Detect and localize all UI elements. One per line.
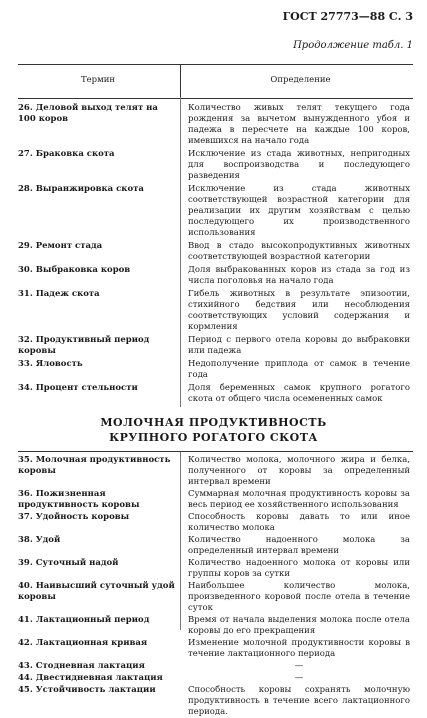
definition-text: Исключение из стада животных соответствующей возрастной категории для реализации их другим хозяйствам с целью последующего их производственного использования — [188, 184, 410, 238]
table-continuation-note: Продолжение табл. 1 — [293, 40, 413, 51]
definition-text: Количество надоенного молока от коровы или группы коров за сутки — [188, 558, 410, 579]
term-text: 28. Выранжировка скота — [18, 184, 144, 194]
definition-text: Доля беременных самок крупного рогатого скота от общего числа осемененных самок — [188, 383, 410, 404]
section-title: МОЛОЧНАЯ ПРОДУКТИВНОСТЬ КРУПНОГО РОГАТОГО СКОТА — [100, 416, 327, 444]
column-header-definition: Определение — [270, 75, 331, 85]
table-header — [18, 64, 413, 99]
column-header-term: Термин — [80, 75, 116, 85]
definition-text: Недополучение приплода от самок в течение года — [188, 359, 410, 380]
term-text: 37. Удойность коровы — [18, 512, 130, 522]
term-text: 40. Наивысший суточный удой коровы — [18, 581, 175, 602]
term-text: 42. Лактационная кривая — [18, 638, 148, 648]
definition-text: Способность коровы давать то или иное количество молока — [188, 512, 410, 533]
definition-text: Время от начала выделения молока после отела коровы до его прекращения — [188, 615, 410, 636]
term-text: 33. Яловость — [18, 359, 83, 369]
term-text: 30. Выбраковка коров — [18, 265, 131, 275]
term-text: 43. Стодневная лактация — [18, 661, 145, 671]
definition-text: — — [294, 661, 304, 671]
term-text: 35. Молочная продуктивность коровы — [18, 455, 171, 476]
column-divider — [180, 452, 181, 630]
standard-number: ГОСТ 27773—88 С. 3 — [282, 10, 413, 23]
definition-text: Изменение молочной продуктивности коровы в течение лактационного периода — [188, 638, 410, 659]
column-divider — [180, 65, 181, 98]
term-text: 44. Двестидневная лактация — [18, 673, 163, 683]
section-rule — [18, 451, 413, 452]
term-text: 32. Продуктивный период коровы — [18, 335, 150, 356]
term-text: 41. Лактационный период — [18, 615, 150, 625]
term-text: 27. Браковка скота — [18, 149, 115, 159]
term-text: 45. Устойчивость лактации — [18, 685, 156, 695]
term-text: 31. Падеж скота — [18, 289, 100, 299]
definition-text: Количество надоенного молока за определенный интервал времени — [188, 535, 410, 556]
term-text: 26. Деловой выход телят на 100 коров — [18, 103, 158, 124]
definition-text: Ввод в стадо высокопродуктивных животных соответствующей возрастной категории — [188, 241, 410, 262]
term-text: 36. Пожизненная продуктивность коровы — [18, 489, 140, 510]
definition-text: — — [294, 673, 304, 683]
definition-text: Период с первого отела коровы до выбраковки или падежа — [188, 335, 410, 356]
term-text: 29. Ремонт стада — [18, 241, 103, 251]
definition-text: Количество живых телят текущего года рождения за вычетом вынужденного убоя и падежа в пересчете на каждые 100 коров, имевшихся на начало года — [188, 103, 410, 146]
term-text: 39. Суточный надой — [18, 558, 119, 568]
definition-text: Способность коровы сохранять молочную продуктивность в течение всего лактационного периода. — [188, 685, 410, 717]
definition-text: Суммарная молочная продуктивность коровы за весь период ее хозяйственного использования — [188, 489, 410, 510]
term-text: 34. Процент стельности — [18, 383, 138, 393]
definition-text: Доля выбракованных коров из стада за год из числа поголовья на начало года — [188, 265, 410, 286]
definition-text: Наибольшее количество молока, произведенного коровой после отела в течение суток — [188, 581, 410, 613]
definition-text: Гибель животных в результате эпизоотии, стихийного бедствия или несоблюдения соответствующих условий содержания и кормления — [188, 289, 410, 332]
definition-text: Количество молока, молочного жира и белка, полученного от коровы за определенный интервал времени — [188, 455, 410, 487]
column-divider — [180, 97, 181, 407]
term-text: 38. Удой — [18, 535, 61, 545]
definition-text: Исключение из стада животных, непригодных для воспроизводства и последующего разведения — [188, 149, 410, 181]
